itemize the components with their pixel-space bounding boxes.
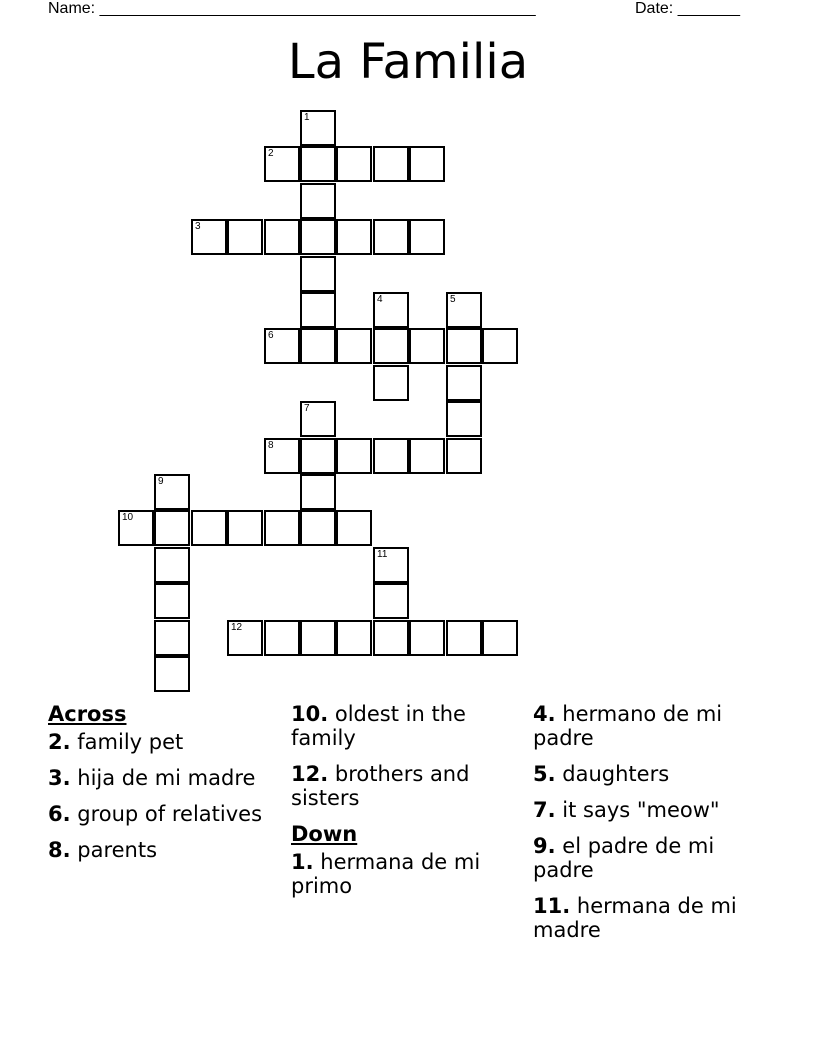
grid-cell[interactable] bbox=[373, 547, 409, 583]
clue-text: family pet bbox=[70, 730, 184, 754]
grid-cell[interactable] bbox=[227, 219, 263, 255]
clue-number: 9. bbox=[533, 834, 556, 858]
grid-cell[interactable] bbox=[264, 328, 300, 364]
clues-column-2 bbox=[291, 702, 521, 910]
cell-number: 5 bbox=[450, 294, 456, 305]
clue-number: 5. bbox=[533, 762, 556, 786]
cell-number: 6 bbox=[268, 330, 274, 341]
grid-cell[interactable] bbox=[154, 656, 190, 692]
clue-text: hija de mi madre bbox=[70, 766, 256, 790]
grid-cell[interactable] bbox=[373, 219, 409, 255]
grid-cell[interactable] bbox=[118, 510, 154, 546]
across-clue-2 bbox=[48, 730, 273, 754]
clue-number: 3. bbox=[48, 766, 71, 790]
across-clue-10 bbox=[291, 702, 521, 750]
down-clue-9 bbox=[533, 834, 773, 882]
grid-cell[interactable] bbox=[227, 620, 263, 656]
cell-number: 11 bbox=[377, 549, 388, 560]
grid-cell[interactable] bbox=[446, 292, 482, 328]
page-title: La Familia bbox=[287, 34, 529, 90]
grid-cell[interactable] bbox=[264, 438, 300, 474]
clue-text: hermana de mi primo bbox=[291, 850, 481, 898]
grid-cell[interactable] bbox=[300, 510, 336, 546]
grid-cell[interactable] bbox=[154, 583, 190, 619]
grid-cell[interactable] bbox=[446, 365, 482, 401]
grid-cell[interactable] bbox=[300, 110, 336, 146]
grid-cell[interactable] bbox=[264, 510, 300, 546]
clue-text: oldest in the family bbox=[291, 702, 466, 750]
clue-text: parents bbox=[70, 838, 158, 862]
clue-number: 6. bbox=[48, 802, 71, 826]
grid-cell[interactable] bbox=[373, 292, 409, 328]
grid-cell[interactable] bbox=[373, 365, 409, 401]
across-clue-8 bbox=[48, 838, 273, 862]
across-clue-3 bbox=[48, 766, 273, 790]
grid-cell[interactable] bbox=[154, 510, 190, 546]
name-blank: _________________________________________________ bbox=[99, 0, 536, 17]
grid-cell[interactable] bbox=[336, 438, 372, 474]
grid-cell[interactable] bbox=[482, 620, 518, 656]
grid-cell[interactable] bbox=[336, 219, 372, 255]
grid-cell[interactable] bbox=[191, 510, 227, 546]
date-blank: _______ bbox=[677, 0, 740, 17]
grid-cell[interactable] bbox=[409, 620, 445, 656]
clue-number: 7. bbox=[533, 798, 556, 822]
clues-column-3 bbox=[533, 702, 773, 954]
grid-cell[interactable] bbox=[300, 292, 336, 328]
grid-cell[interactable] bbox=[300, 256, 336, 292]
clue-number: 11. bbox=[533, 894, 571, 918]
date-label: Date: bbox=[635, 0, 674, 17]
grid-cell[interactable] bbox=[300, 438, 336, 474]
grid-cell[interactable] bbox=[154, 547, 190, 583]
grid-cell[interactable] bbox=[336, 620, 372, 656]
grid-cell[interactable] bbox=[264, 219, 300, 255]
grid-cell[interactable] bbox=[409, 146, 445, 182]
clue-number: 8. bbox=[48, 838, 71, 862]
down-clue-4 bbox=[533, 702, 773, 750]
cell-number: 4 bbox=[377, 294, 383, 305]
down-clue-7 bbox=[533, 798, 773, 822]
clue-text: group of relatives bbox=[70, 802, 263, 826]
clue-text: brothers and sisters bbox=[291, 762, 470, 810]
grid-cell[interactable] bbox=[482, 328, 518, 364]
grid-cell[interactable] bbox=[409, 438, 445, 474]
cell-number: 3 bbox=[195, 221, 201, 232]
grid-cell[interactable] bbox=[300, 219, 336, 255]
cell-number: 9 bbox=[158, 476, 164, 487]
down-heading: Down bbox=[291, 822, 358, 846]
grid-cell[interactable] bbox=[373, 328, 409, 364]
grid-cell[interactable] bbox=[336, 328, 372, 364]
grid-cell[interactable] bbox=[154, 474, 190, 510]
clues-column-1 bbox=[48, 702, 273, 874]
grid-cell[interactable] bbox=[373, 438, 409, 474]
grid-cell[interactable] bbox=[373, 583, 409, 619]
down-clue-5 bbox=[533, 762, 773, 786]
grid-cell[interactable] bbox=[300, 183, 336, 219]
grid-cell[interactable] bbox=[300, 474, 336, 510]
clue-number: 4. bbox=[533, 702, 556, 726]
grid-cell[interactable] bbox=[446, 401, 482, 437]
down-clue-11 bbox=[533, 894, 773, 942]
clue-number: 10. bbox=[291, 702, 329, 726]
name-label: Name: bbox=[48, 0, 96, 17]
grid-cell[interactable] bbox=[336, 146, 372, 182]
cell-number: 1 bbox=[304, 112, 310, 123]
clue-text: daughters bbox=[555, 762, 670, 786]
cell-number: 12 bbox=[231, 622, 243, 633]
grid-cell[interactable] bbox=[336, 510, 372, 546]
grid-cell[interactable] bbox=[446, 328, 482, 364]
across-heading: Across bbox=[48, 702, 127, 726]
grid-cell[interactable] bbox=[373, 146, 409, 182]
across-clue-12 bbox=[291, 762, 521, 810]
across-clue-6 bbox=[48, 802, 273, 826]
down-clue-1 bbox=[291, 850, 521, 898]
clue-number: 1. bbox=[291, 850, 314, 874]
grid-cell[interactable] bbox=[300, 328, 336, 364]
grid-cell[interactable] bbox=[300, 620, 336, 656]
cell-number: 10 bbox=[122, 512, 134, 523]
grid-cell[interactable] bbox=[300, 146, 336, 182]
grid-cell[interactable] bbox=[446, 438, 482, 474]
grid-cell[interactable] bbox=[373, 620, 409, 656]
clue-text: hermano de mi padre bbox=[533, 702, 723, 750]
clue-number: 12. bbox=[291, 762, 329, 786]
clue-number: 2. bbox=[48, 730, 71, 754]
clue-text: hermana de mi madre bbox=[533, 894, 737, 942]
cell-number: 7 bbox=[304, 403, 310, 414]
grid-cell[interactable] bbox=[446, 620, 482, 656]
grid-cell[interactable] bbox=[264, 146, 300, 182]
grid-cell[interactable] bbox=[227, 510, 263, 546]
clue-text: el padre de mi padre bbox=[533, 834, 715, 882]
cell-number: 2 bbox=[268, 148, 274, 159]
grid-cell[interactable] bbox=[409, 328, 445, 364]
cell-number: 8 bbox=[268, 440, 274, 451]
clue-text: it says "meow" bbox=[555, 798, 720, 822]
grid-cell[interactable] bbox=[409, 219, 445, 255]
grid-cell[interactable] bbox=[191, 219, 227, 255]
grid-cell[interactable] bbox=[264, 620, 300, 656]
grid-cell[interactable] bbox=[300, 401, 336, 437]
grid-cell[interactable] bbox=[154, 620, 190, 656]
